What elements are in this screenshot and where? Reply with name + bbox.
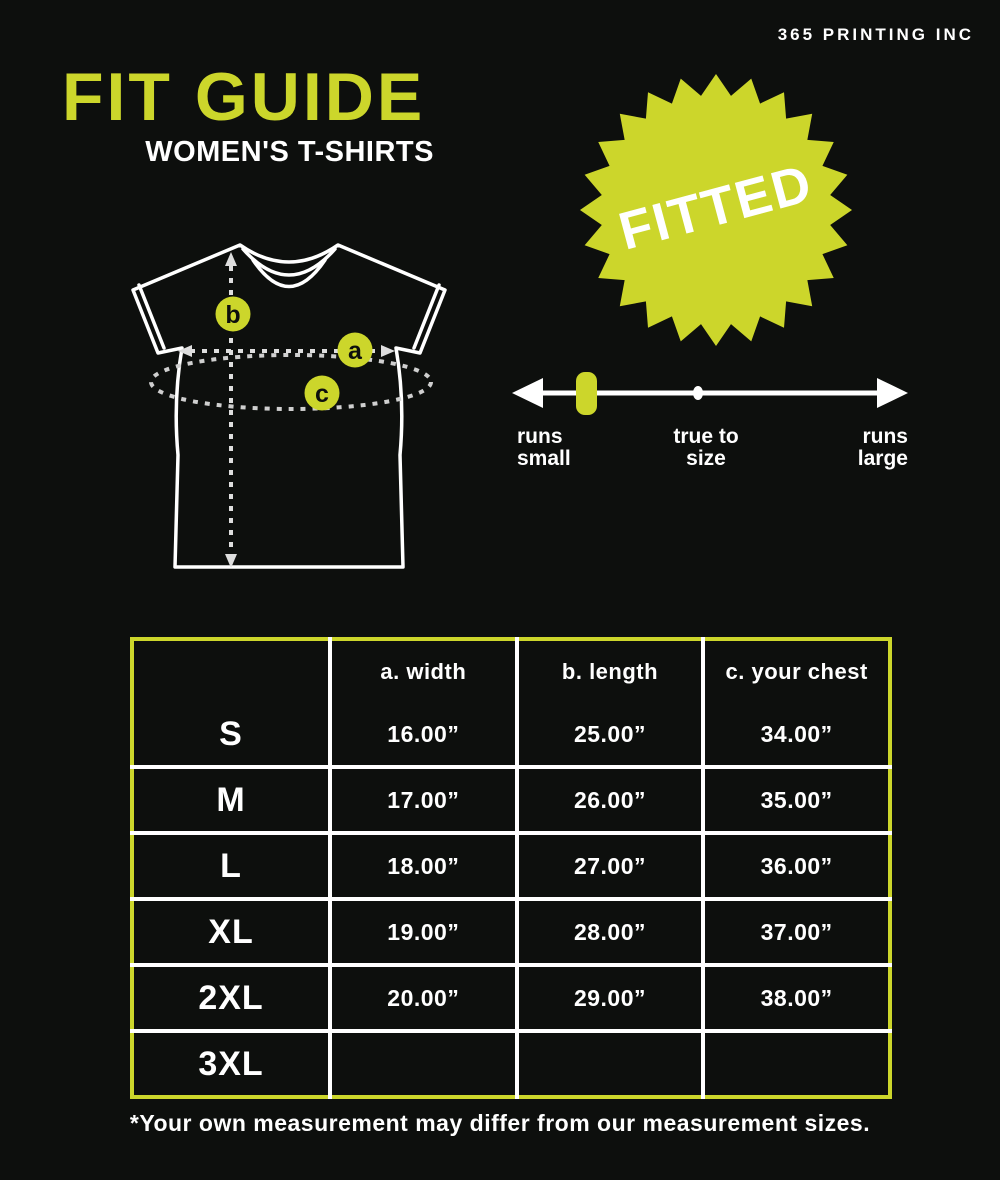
fit-indicator-pill-icon (576, 372, 597, 415)
measurement-cell: 34.00” (703, 703, 890, 767)
scale-label-runs-small: runs small (517, 425, 571, 470)
measurement-cell: 17.00” (330, 767, 517, 833)
page-title: FIT GUIDE (62, 59, 426, 135)
size-label: M (132, 767, 330, 833)
arrow-right-icon (877, 378, 908, 408)
measurement-cell (330, 1031, 517, 1097)
table-row (132, 833, 890, 899)
arrow-right-icon (381, 345, 395, 357)
table-row (132, 1031, 890, 1097)
size-label: L (132, 833, 330, 899)
measurement-lines (151, 252, 431, 568)
table-row (132, 703, 890, 767)
measurement-cell: 38.00” (703, 965, 890, 1031)
scale-label-true-to-size: true to size (673, 425, 739, 470)
measurement-cell: 29.00” (517, 965, 704, 1031)
tshirt-diagram (125, 228, 465, 578)
table-row (132, 965, 890, 1031)
measurement-cell: 26.00” (517, 767, 704, 833)
brand-name: 365 PRINTING INC (777, 25, 974, 44)
size-label: S (219, 714, 243, 753)
true-to-size-dot-icon (693, 386, 703, 400)
measurement-cell: 36.00” (703, 833, 890, 899)
arrow-left-icon (512, 378, 543, 408)
table-row (132, 767, 890, 833)
fit-scale (505, 358, 915, 422)
measurement-cell: 28.00” (517, 899, 704, 965)
header-width: a. width (330, 639, 517, 703)
table-header-row (132, 639, 890, 703)
measurement-markers (216, 297, 373, 411)
measurement-cell: 35.00” (703, 767, 890, 833)
arrow-up-icon (225, 252, 237, 266)
measurement-cell: 37.00” (703, 899, 890, 965)
size-table (130, 637, 892, 1099)
scale-label-runs-large: runs large (857, 425, 908, 470)
badge-label: FITTED (612, 153, 820, 262)
measurement-cell: 25.00” (517, 703, 704, 767)
size-label: 3XL (132, 1031, 330, 1097)
measurement-cell: 27.00” (517, 833, 704, 899)
fitted-badge (577, 71, 855, 349)
measurement-cell (517, 1031, 704, 1097)
measurement-cell: 20.00” (330, 965, 517, 1031)
chest-measure-ellipse (151, 355, 431, 409)
marker-b-letter: b (225, 301, 241, 329)
measurement-cell: 19.00” (330, 899, 517, 965)
header-length: b. length (517, 639, 704, 703)
size-label: XL (132, 899, 330, 965)
tshirt-outline-icon (133, 245, 445, 567)
measurement-cell: 18.00” (330, 833, 517, 899)
header-blank (132, 639, 330, 703)
size-label: 2XL (132, 965, 330, 1031)
table-row (132, 899, 890, 965)
size-table-body (132, 703, 890, 1097)
header-chest: c. your chest (703, 639, 890, 703)
measurement-cell: 16.00” (330, 703, 517, 767)
marker-a-letter: a (348, 337, 362, 365)
measurement-cell (703, 1031, 890, 1097)
page-subtitle: WOMEN'S T-SHIRTS (145, 136, 434, 168)
marker-c-letter: c (315, 380, 329, 408)
footnote: *Your own measurement may differ from our measurement sizes. (129, 1110, 871, 1136)
